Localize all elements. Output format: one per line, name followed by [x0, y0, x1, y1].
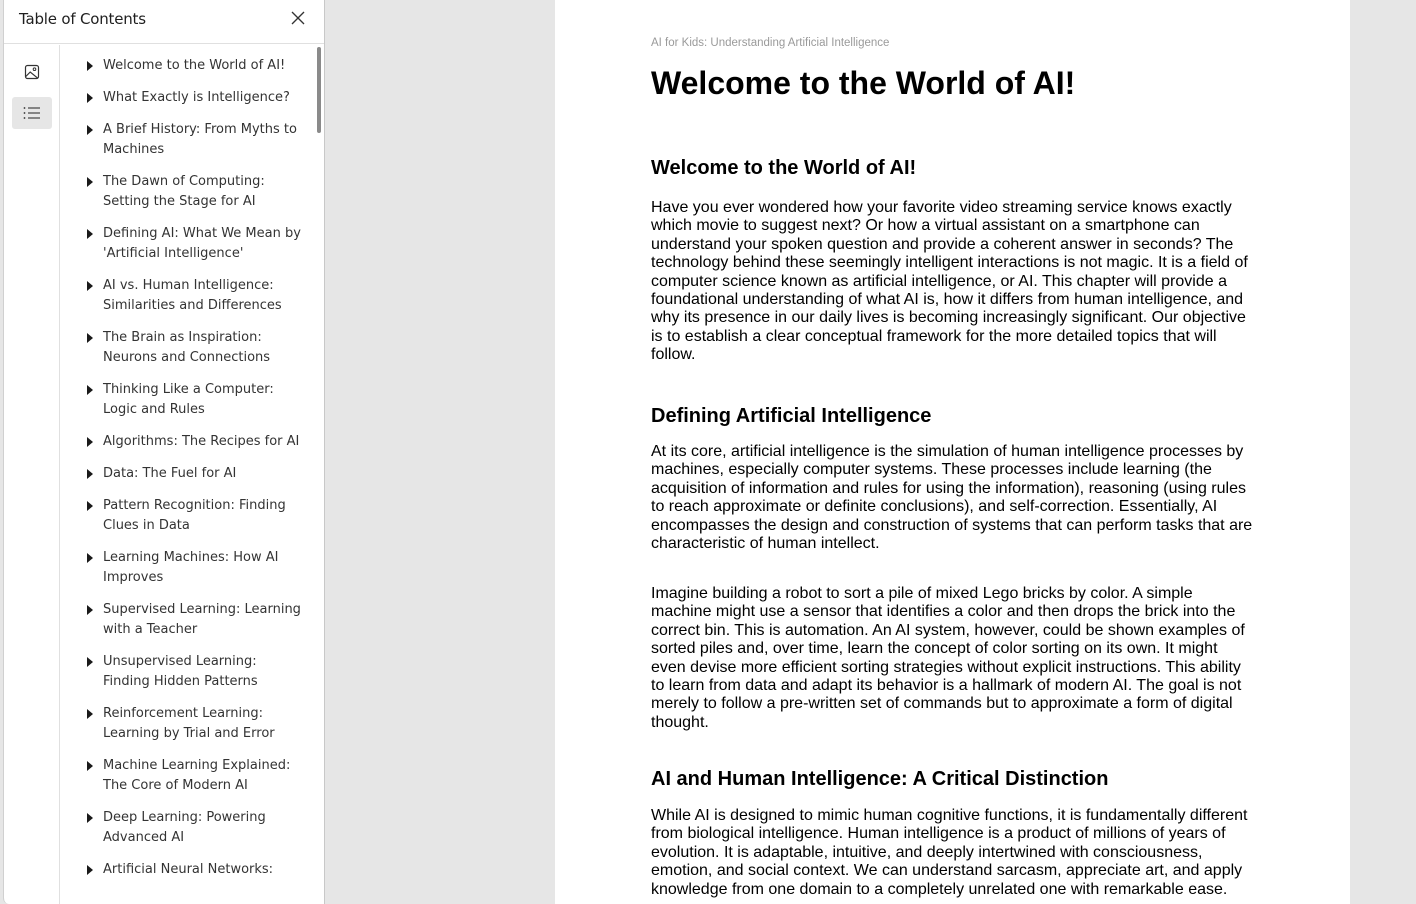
- toc-item[interactable]: [61, 464, 324, 496]
- paragraph: Imagine building a robot to sort a pile of mixed Lego bricks by color. A simple machine might use a sensor that identifies a color and then drops the brick into the correct bin. This is automation. An AI system, however, could be shown examples of sorted piles and, over time, learn the concept of color sorting on its own. It might even devise more efficient sorting strategies without explicit instructions. This ability to learn from data and adapt its behavior is a hallmark of modern AI. The goal is not merely to follow a pre-written set of commands but to approximate a form of digital thought.: [651, 585, 1245, 731]
- expand-caret-icon[interactable]: [87, 177, 93, 187]
- expand-caret-icon[interactable]: [87, 437, 93, 447]
- toc-item[interactable]: [61, 704, 324, 756]
- paragraph: While AI is designed to mimic human cognitive functions, it is fundamentally different from biological intelligence. Human intelligence is a product of millions of years of evolution. It is adaptable, intuitive, and deeply intertwined with consciousness, emotion, and social context. We can understand sarcasm, appreciate art, and apply knowledge from one domain to a completely unrelated one with remarkable ease.: [651, 807, 1248, 898]
- toc-panel: [3, 0, 325, 904]
- toc-scrollbar-thumb[interactable]: [317, 47, 321, 133]
- paragraph: At its core, artificial intelligence is the simulation of human intelligence processes by machines, especially computer systems. These processes include learning (the acquisition of information and rules for using the information), reasoning (using rules to reach approximate or definite conclusions), and self-correction. Essentially, AI encompasses the design and construction of systems that can perform tasks that are characteristic of human intellect.: [651, 443, 1253, 553]
- expand-caret-icon[interactable]: [87, 605, 93, 615]
- toc-item[interactable]: [61, 860, 324, 892]
- expand-caret-icon[interactable]: [87, 93, 93, 103]
- toc-list: [61, 45, 324, 892]
- expand-caret-icon[interactable]: [87, 709, 93, 719]
- toc-item[interactable]: [61, 120, 324, 172]
- toc-list-container: [61, 45, 324, 904]
- expand-caret-icon[interactable]: [87, 281, 93, 291]
- toc-item[interactable]: [61, 380, 324, 432]
- image-icon: [24, 64, 40, 80]
- expand-caret-icon[interactable]: [87, 229, 93, 239]
- running-head: AI for Kids: Understanding Artificial Intelligence: [651, 37, 890, 49]
- section-heading: AI and Human Intelligence: A Critical Distinction: [651, 768, 1109, 790]
- expand-caret-icon[interactable]: [87, 333, 93, 343]
- close-icon: [287, 7, 309, 29]
- toc-title: Table of Contents: [19, 10, 146, 28]
- toc-rail: [4, 45, 60, 904]
- toc-item[interactable]: [61, 56, 324, 88]
- toc-item-label: Supervised Learning: Learning with a Teacher: [103, 602, 301, 637]
- expand-caret-icon[interactable]: [87, 761, 93, 771]
- expand-caret-icon[interactable]: [87, 469, 93, 479]
- toc-item[interactable]: [61, 88, 324, 120]
- toc-item-label: Reinforcement Learning: Learning by Trial and Error: [103, 706, 275, 741]
- toc-item[interactable]: [61, 808, 324, 860]
- toc-item[interactable]: [61, 548, 324, 600]
- toc-item[interactable]: [61, 652, 324, 704]
- close-toc-button[interactable]: [287, 7, 309, 29]
- document-page: [555, 0, 1350, 904]
- section-heading: Welcome to the World of AI!: [651, 157, 917, 179]
- toc-item-label: Data: The Fuel for AI: [103, 466, 237, 481]
- expand-caret-icon[interactable]: [87, 61, 93, 71]
- toc-item[interactable]: [61, 276, 324, 328]
- images-view-button[interactable]: [12, 56, 52, 88]
- expand-caret-icon[interactable]: [87, 125, 93, 135]
- toc-item-label: What Exactly is Intelligence?: [103, 90, 290, 105]
- expand-caret-icon[interactable]: [87, 385, 93, 395]
- toc-item-label: The Dawn of Computing: Setting the Stage for AI: [103, 174, 265, 209]
- expand-caret-icon[interactable]: [87, 657, 93, 667]
- toc-item-label: Machine Learning Explained: The Core of Modern AI: [103, 758, 291, 793]
- toc-item[interactable]: [61, 432, 324, 464]
- toc-item-label: Algorithms: The Recipes for AI: [103, 434, 300, 449]
- toc-item-label: Defining AI: What We Mean by 'Artificial Intelligence': [103, 226, 301, 261]
- chapter-title: Welcome to the World of AI!: [651, 65, 1076, 101]
- toc-item[interactable]: [61, 328, 324, 380]
- toc-item-label: Thinking Like a Computer: Logic and Rules: [103, 382, 274, 417]
- toc-item-label: Learning Machines: How AI Improves: [103, 550, 279, 585]
- toc-item[interactable]: [61, 600, 324, 652]
- paragraph: Have you ever wondered how your favorite video streaming service knows exactly which movie to suggest next? Or how a virtual assistant on a smartphone can understand your spoken question and provide a coherent answer in seconds? The technology behind these seemingly intelligent interactions is not magic. It is a field of computer science known as artificial intelligence, or AI. This chapter will provide a foundational understanding of what AI is, how it differs from human intelligence, and why its presence in our daily lives is becoming increasingly significant. Our objective is to establish a clear conceptual framework for the more detailed topics that will follow.: [651, 199, 1248, 364]
- list-icon: [23, 106, 41, 120]
- toc-item-label: A Brief History: From Myths to Machines: [103, 122, 297, 157]
- toc-item-label: Pattern Recognition: Finding Clues in Data: [103, 498, 286, 533]
- toc-item[interactable]: [61, 172, 324, 224]
- expand-caret-icon[interactable]: [87, 813, 93, 823]
- toc-item-label: AI vs. Human Intelligence: Similarities and Differences: [103, 278, 282, 313]
- toc-item-label: Unsupervised Learning: Finding Hidden Patterns: [103, 654, 258, 689]
- toc-item[interactable]: [61, 756, 324, 808]
- toc-item-label: Artificial Neural Networks:: [103, 862, 274, 877]
- toc-item-label: Deep Learning: Powering Advanced AI: [103, 810, 266, 845]
- section-heading: Defining Artificial Intelligence: [651, 405, 932, 427]
- toc-header: [4, 0, 324, 44]
- expand-caret-icon[interactable]: [87, 865, 93, 875]
- outline-view-button[interactable]: [12, 97, 52, 129]
- toc-item[interactable]: [61, 496, 324, 548]
- expand-caret-icon[interactable]: [87, 553, 93, 563]
- toc-item-label: The Brain as Inspiration: Neurons and Connections: [103, 330, 271, 365]
- toc-item-label: Welcome to the World of AI!: [103, 58, 286, 73]
- expand-caret-icon[interactable]: [87, 501, 93, 511]
- toc-item[interactable]: [61, 224, 324, 276]
